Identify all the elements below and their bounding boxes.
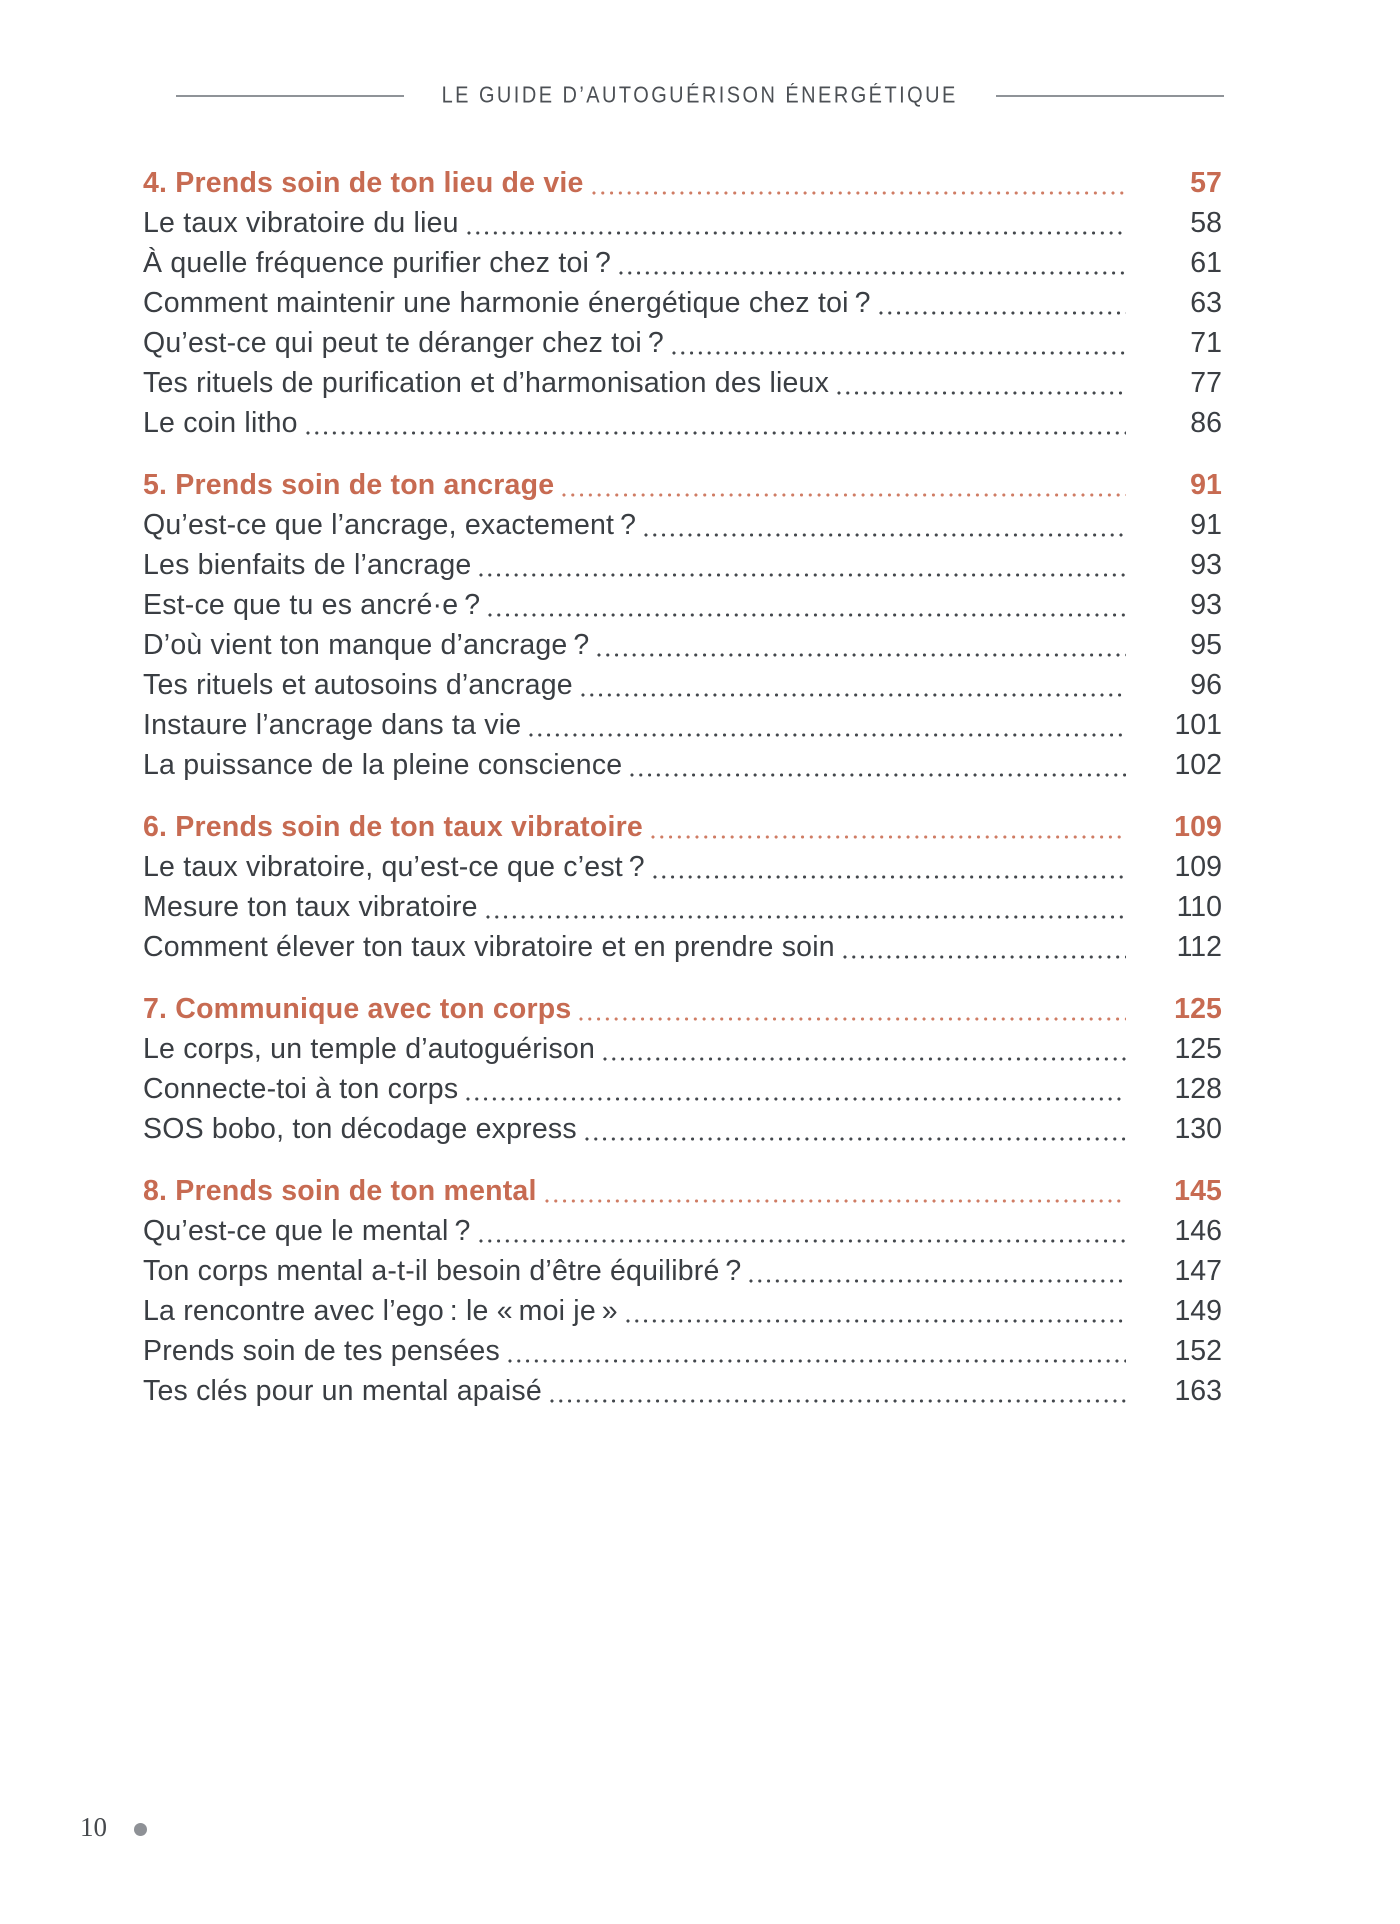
toc-entry <box>143 1069 1222 1109</box>
dots-leader <box>479 1239 1126 1243</box>
toc-entry-page: 61 <box>1190 247 1222 279</box>
toc-chapter-label: 5. Prends soin de ton ancrage <box>143 469 555 501</box>
toc-entry-label: La rencontre avec l’ego : le « moi je » <box>143 1295 618 1327</box>
dots-leader <box>306 431 1126 435</box>
toc-chapter-page: 109 <box>1174 811 1222 843</box>
dots-leader <box>644 533 1126 537</box>
toc-entry-label: D’où vient ton manque d’ancrage ? <box>143 629 590 661</box>
toc-entry-page: 128 <box>1174 1073 1222 1105</box>
toc-entry <box>143 665 1222 705</box>
dots-leader <box>486 915 1126 919</box>
toc-entry <box>143 745 1222 785</box>
toc-entry-page: 93 <box>1190 549 1222 581</box>
toc-entry <box>143 1029 1222 1069</box>
toc-entry-label: Les bienfaits de l’ancrage <box>143 549 472 581</box>
dots-leader <box>626 1319 1126 1323</box>
toc-entry-label: La puissance de la pleine conscience <box>143 749 623 781</box>
toc-entry <box>143 1371 1222 1411</box>
dots-leader <box>619 271 1126 275</box>
toc-entry-label: Ton corps mental a-t-il besoin d’être équilibré ? <box>143 1255 742 1287</box>
toc-entry <box>143 847 1222 887</box>
dots-leader <box>545 1199 1126 1203</box>
toc-entry-page: 58 <box>1190 207 1222 239</box>
toc-entry <box>143 1211 1222 1251</box>
toc-entry-label: À quelle fréquence purifier chez toi ? <box>143 247 611 279</box>
toc-entry-label: Mesure ton taux vibratoire <box>143 891 478 923</box>
toc-entry-page: 101 <box>1174 709 1222 741</box>
dots-leader <box>653 875 1126 879</box>
dots-leader <box>879 311 1126 315</box>
toc-chapter-row <box>143 163 1222 203</box>
toc-entry <box>143 1109 1222 1149</box>
dots-leader <box>843 955 1126 959</box>
toc-entry <box>143 505 1222 545</box>
toc-entry-page: 102 <box>1174 749 1222 781</box>
toc-entry-page: 146 <box>1174 1215 1222 1247</box>
toc-entry-label: Tes rituels et autosoins d’ancrage <box>143 669 573 701</box>
toc-entry <box>143 705 1222 745</box>
toc-entry-page: 147 <box>1174 1255 1222 1287</box>
toc-entry-label: Tes rituels de purification et d’harmonisation des lieux <box>143 367 830 399</box>
toc-chapter-page: 125 <box>1174 993 1222 1025</box>
toc-entry <box>143 545 1222 585</box>
toc-entry <box>143 887 1222 927</box>
toc-entry <box>143 625 1222 665</box>
toc-entry-label: Le taux vibratoire du lieu <box>143 207 459 239</box>
toc-chapter-row <box>143 989 1222 1029</box>
toc-chapter-row <box>143 807 1222 847</box>
toc-entry-label: Prends soin de tes pensées <box>143 1335 500 1367</box>
dots-leader <box>603 1057 1126 1061</box>
toc-entry-label: Le coin litho <box>143 407 298 439</box>
toc-chapter-page: 91 <box>1190 469 1222 501</box>
toc-entry <box>143 363 1222 403</box>
toc-entry-page: 130 <box>1174 1113 1222 1145</box>
toc-entry-label: Qu’est-ce que le mental ? <box>143 1215 471 1247</box>
toc-entry-page: 110 <box>1176 891 1222 923</box>
toc-entry-page: 93 <box>1190 589 1222 621</box>
toc-entry-page: 112 <box>1176 931 1222 963</box>
toc-entry-label: Tes clés pour un mental apaisé <box>143 1375 542 1407</box>
toc-entry <box>143 243 1222 283</box>
toc-entry <box>143 203 1222 243</box>
toc-entry-label: Qu’est-ce qui peut te déranger chez toi ? <box>143 327 664 359</box>
dots-leader <box>592 191 1126 195</box>
toc-entry-page: 96 <box>1190 669 1222 701</box>
toc-entry-label: Le taux vibratoire, qu’est-ce que c’est ? <box>143 851 645 883</box>
toc-entry-page: 95 <box>1190 629 1222 661</box>
toc-entry-label: Qu’est-ce que l’ancrage, exactement ? <box>143 509 637 541</box>
toc-entry-label: Connecte-toi à ton corps <box>143 1073 459 1105</box>
toc-entry-page: 109 <box>1174 851 1222 883</box>
toc-entry <box>143 1291 1222 1331</box>
toc-chapter-label: 4. Prends soin de ton lieu de vie <box>143 167 584 199</box>
toc-entry <box>143 1331 1222 1371</box>
dots-leader <box>466 1097 1126 1101</box>
dots-leader <box>630 773 1126 777</box>
toc-entry-page: 125 <box>1174 1033 1222 1065</box>
toc-entry-label: Instaure l’ancrage dans ta vie <box>143 709 522 741</box>
book-title: LE GUIDE D’AUTOGUÉRISON ÉNERGÉTIQUE <box>441 83 959 108</box>
toc-chapter-label: 8. Prends soin de ton mental <box>143 1175 537 1207</box>
toc-entry <box>143 585 1222 625</box>
toc <box>143 163 1222 1411</box>
toc-entry <box>143 283 1222 323</box>
folio-number: 10 <box>80 1812 107 1842</box>
toc-entry <box>143 927 1222 967</box>
toc-entry <box>143 403 1222 443</box>
toc-section <box>143 989 1222 1149</box>
toc-entry-page: 63 <box>1190 287 1222 319</box>
toc-section <box>143 807 1222 967</box>
dots-leader <box>672 351 1126 355</box>
toc-entry-page: 152 <box>1174 1335 1222 1367</box>
toc-entry-page: 71 <box>1190 327 1222 359</box>
page-footer <box>80 1812 147 1843</box>
toc-entry-label: Le corps, un temple d’autoguérison <box>143 1033 596 1065</box>
toc-entry <box>143 1251 1222 1291</box>
toc-entry-label: Est-ce que tu es ancré·e ? <box>143 589 481 621</box>
toc-entry-label: Comment élever ton taux vibratoire et en prendre soin <box>143 931 835 963</box>
toc-chapter-label: 6. Prends soin de ton taux vibratoire <box>143 811 643 843</box>
dots-leader <box>562 493 1126 497</box>
header-rule-right <box>996 95 1224 97</box>
toc-entry-label: SOS bobo, ton décodage express <box>143 1113 577 1145</box>
toc-section <box>143 163 1222 443</box>
toc-chapter-row <box>143 1171 1222 1211</box>
dots-leader <box>837 391 1126 395</box>
dots-leader <box>550 1399 1126 1403</box>
toc-entry <box>143 323 1222 363</box>
dots-leader <box>467 231 1126 235</box>
header-rule-left <box>176 95 404 97</box>
dots-leader <box>508 1359 1126 1363</box>
toc-section <box>143 1171 1222 1411</box>
folio-dot-icon <box>134 1823 147 1836</box>
dots-leader <box>579 1017 1126 1021</box>
dots-leader <box>749 1279 1126 1283</box>
toc-entry-label: Comment maintenir une harmonie énergétique chez toi ? <box>143 287 871 319</box>
dots-leader <box>479 573 1126 577</box>
toc-entry-page: 77 <box>1190 367 1222 399</box>
toc-entry-page: 91 <box>1190 509 1222 541</box>
dots-leader <box>529 733 1126 737</box>
dots-leader <box>651 835 1126 839</box>
toc-entry-page: 86 <box>1190 407 1222 439</box>
running-head <box>0 84 1400 108</box>
toc-chapter-label: 7. Communique avec ton corps <box>143 993 572 1025</box>
toc-entry-page: 149 <box>1174 1295 1222 1327</box>
toc-entry-page: 163 <box>1174 1375 1222 1407</box>
dots-leader <box>488 613 1126 617</box>
dots-leader <box>581 693 1126 697</box>
toc-chapter-page: 145 <box>1174 1175 1222 1207</box>
dots-leader <box>597 653 1126 657</box>
toc-section <box>143 465 1222 785</box>
toc-chapter-page: 57 <box>1190 167 1222 199</box>
toc-chapter-row <box>143 465 1222 505</box>
dots-leader <box>585 1137 1126 1141</box>
